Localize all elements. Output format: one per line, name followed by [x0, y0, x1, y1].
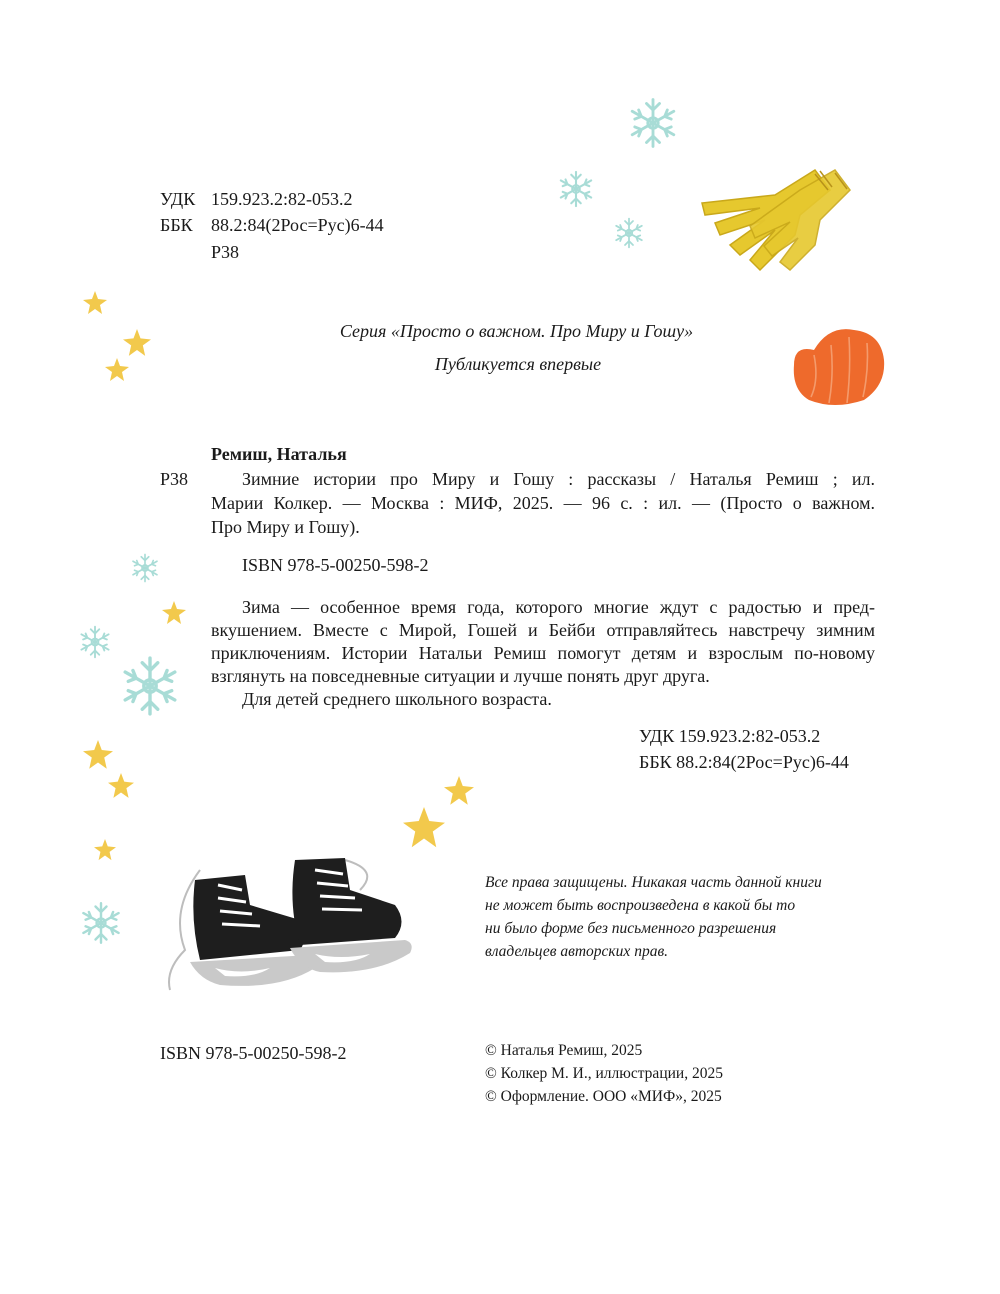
- bibliographic-line-2: Марии Колкер. — Москва : МИФ, 2025. — 96 с. : ил. — (Просто о важном.: [211, 493, 875, 513]
- rights-line-2: не может быть воспроизведена в какой бы то: [485, 897, 796, 914]
- star-icon: [123, 329, 151, 357]
- author-mark-top: Р38: [211, 242, 240, 262]
- snowflake-icon: [130, 553, 160, 583]
- annotation-line-4: взглянуть на повседневные ситуации и лучше понять друг друга.: [211, 666, 710, 686]
- star-icon: [83, 740, 113, 770]
- isbn-footer: ISBN 978-5-00250-598-2: [160, 1043, 347, 1063]
- author-heading: Ремиш, Наталья: [211, 444, 347, 464]
- audience-note: Для детей среднего школьного возраста.: [242, 689, 552, 709]
- snowflake-icon: [627, 97, 679, 149]
- snowflake-icon: [78, 625, 112, 659]
- copyright-design: © Оформление. ООО «МИФ», 2025: [485, 1088, 722, 1105]
- star-icon: [83, 291, 107, 315]
- isbn-record: ISBN 978-5-00250-598-2: [242, 555, 429, 575]
- publication-note: Публикуется впервые: [434, 354, 602, 374]
- annotation-line-2: вкушением. Вместе с Мирой, Гошей и Бейби отправляйтесь навстречу зимним: [211, 620, 875, 640]
- star-icon: [162, 601, 186, 625]
- udk-bottom: УДК 159.923.2:82-053.2: [639, 726, 821, 746]
- bbk-label: ББК: [160, 215, 193, 235]
- snowflake-icon: [557, 170, 595, 208]
- star-icon: [403, 807, 445, 849]
- star-icon: [444, 776, 474, 806]
- bibliographic-line-3: Про Миру и Гошу).: [211, 517, 360, 537]
- udk-value: 159.923.2:82-053.2: [211, 189, 353, 209]
- bbk-bottom: ББК 88.2:84(2Рос=Рус)6-44: [639, 752, 849, 772]
- rights-line-4: владельцев авторских прав.: [485, 943, 669, 960]
- bibliographic-line-1: Зимние истории про Миру и Гошу : рассказы / Наталья Ремиш ; ил.: [242, 469, 875, 489]
- star-icon: [105, 358, 129, 382]
- author-mark: Р38: [160, 469, 189, 489]
- rights-line-3: ни было форме без письменного разрешения: [485, 920, 777, 937]
- copyright-author: © Наталья Ремиш, 2025: [485, 1042, 643, 1059]
- gloves-icon: [680, 160, 860, 280]
- series-line: Серия «Просто о важном. Про Миру и Гошу»: [339, 321, 694, 341]
- star-icon: [108, 773, 134, 799]
- tangerine-slice-icon: [789, 325, 889, 410]
- bbk-value: 88.2:84(2Рос=Рус)6-44: [211, 215, 384, 235]
- snowflake-icon: [119, 655, 181, 717]
- udk-label: УДК: [160, 189, 196, 209]
- annotation-line-1: Зима — особенное время года, которого многие ждут с радостью и пред-: [242, 597, 875, 617]
- snowflake-icon: [79, 901, 123, 945]
- rights-line-1: Все права защищены. Никакая часть данной книги: [485, 874, 822, 891]
- ice-skates-icon: [160, 850, 415, 1000]
- star-icon: [94, 839, 116, 861]
- annotation-line-3: приключениям. Истории Натальи Ремиш помогут детям и взрослым по-новому: [211, 643, 875, 663]
- copyright-illustrations: © Колкер М. И., иллюстрации, 2025: [485, 1065, 723, 1082]
- snowflake-icon: [613, 217, 645, 249]
